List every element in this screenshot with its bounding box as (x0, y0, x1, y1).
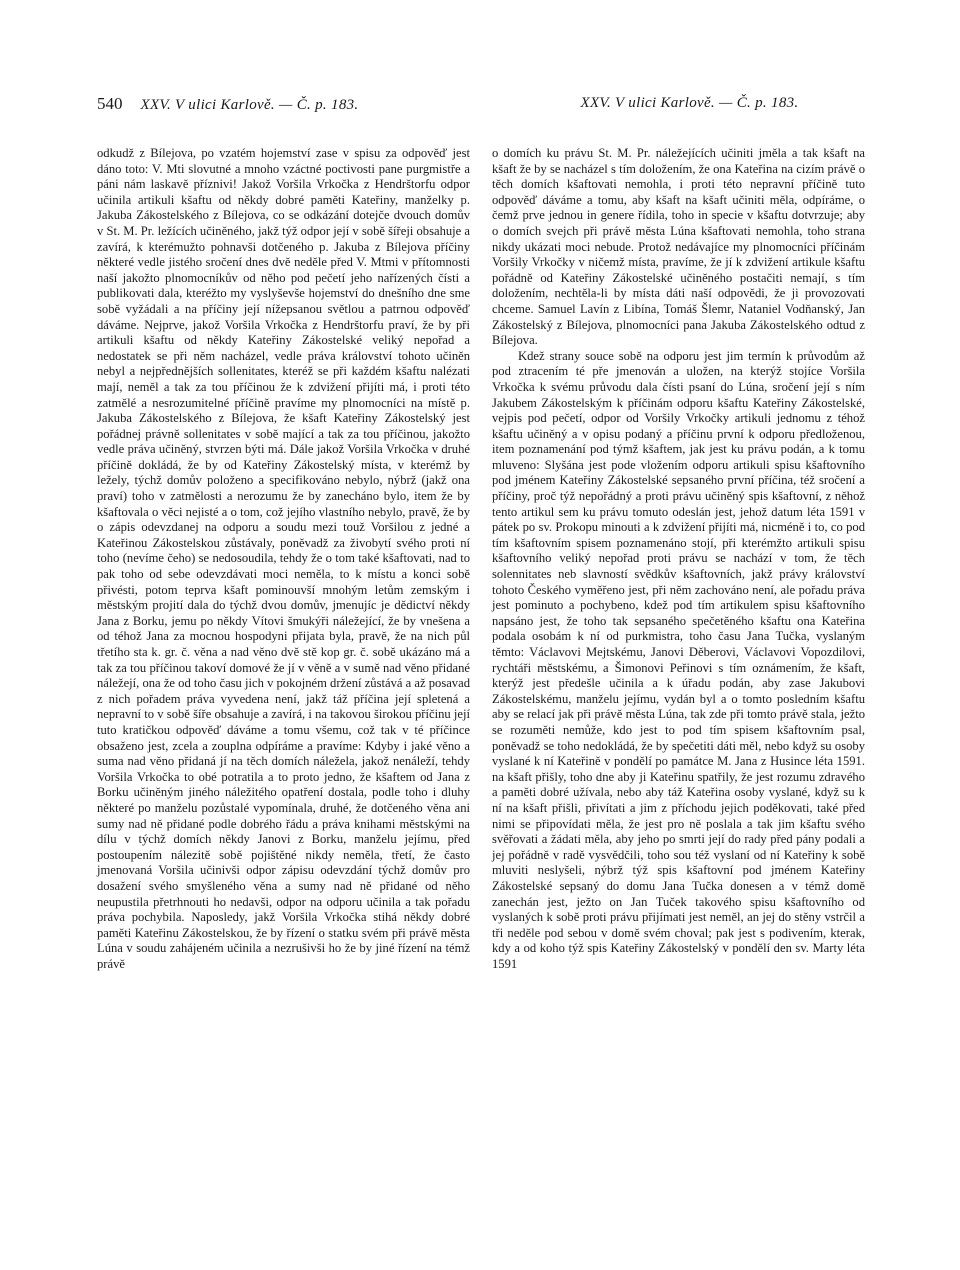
body-paragraph: Kdež strany souce sobě na odporu jest jim termín k průvodům až pod ztracením té pře jmenován a uložen, na kterýž stojíce Voršila Vrkočka k svému průvodu dala čísti psaní do Lúna, sročení její s ním Jakubem Zákostelským k příčinám odporu kšaftu Kateřiny Zákostelské, vejpis pod pečetí, odpor od Voršily Vrkočky artikuli jednomu z téhož kšaftu učiněný a v opisu podaný a příčinu první k odporu předloženou, item poznamenání pod týmž kšaftem, jak jest ku právu podán, a k tomu mluveno: Slyšána jest pode vložením odporu artikuli spisu kšaftovního pod jménem Kateřiny Zákostelské sepsaného první příčina, též sročení a příčiny, proč týž nepořádný a proti právu učiněný spis kšaftovní, z něhož tento artikul sem ku právu tomuto odeslán jest, jehož datum léta 1591 v pátek po sv. Prokopu minouti a k zdvižení přijíti má, nicméně i to, co pod tím kšaftovním spisem poznamenáno stojí, při kterémžto artikuli spisu kšaftovního veliký nepořad proti právu se nachází v tom, že těch solennitates neb slavností svědkův kšaftovních, jakž právy království tohoto Českého vyměřeno jest, při něm zachováno není, ale pořadu práva jest pominuto a pochybeno, kdež pod tím artikulem spisu kšaftovního napsáno jest, že toho tak sepsaného spečetěného kšaftu ona Kateřina podala osobám k ní od purkmistra, toho času Jana Tučka, vyslaným těmto: Václavovi Mejtskému, Janovi Děberovi, Václavovi Vopozdilovi, rychtáři městskému, a Šimonovi Peřinovi s tím oznámením, že kšaft, kterýž jest předešle učinila a k úřadu podán, aby zase Jakubovi Zákostelskému, manželu jejímu, vydán byl a o tomto posledním kšaftu aby se relací jak při právě města Lúna, tak zde při tomto právě stala, ježto se rozuměti nemůže, kdo jest to pod tím spisem kšaftovním psal, poněvadž se toho nedokládá, že by spečetiti dáti měl, nebo když su osoby vyslané k ní Kateřině v pondělí po památce M. Jana z Husince léta 1591. na kšaft přišly, toho dne aby ji Kateřinu spatřily, že jest rozumu zdravého a paměti dobré užívala, nebo aby táž Kateřina osoby vyslané, když su k ní na kšaft přišli, přivítati a jim z příchodu jejich poděkovati, také před nimi se připovídati měla, že jest pro ně poslala a tak jim kšaftu svého svěřovati a žádati měla, aby jeho po smrti její do rady před pány podali a jej pořádně v radě vysvědčili, toho sou též vyslaní od ní Kateřiny k sobě mluviti neslyšeli, nýbrž týž spis kšaftovní pod jménem Kateřiny Zákostelské sepsaný do domu Jana Tučka donesen a v témž domě zanechán jest, ježto on Jan Tuček takového spisu kšaftovního od vyslaných k sobě proti právu přijímati jest neměl, an jej do stěny vstrčil a tři neděle pod sebou v domě svém choval; pak jest s podivením, kterak, kdy a od koho týž spis Kateřiny Zákostelský v pondělí den sv. Marty léta 1591 (492, 348, 865, 971)
running-title-left: XXV. V ulici Karlově. — Č. p. 183. (140, 97, 359, 113)
running-header-left (97, 94, 467, 118)
body-paragraph: o domích ku právu St. M. Pr. náležejících učiniti jměla a tak kšaft na kšaft že by se nacházel s tím doložením, že ona Kateřina na cizím právě o těch domích kšaftovati nemohla, i proti této nepravní příčině tuto odpověď dáváme a tomu, aby kšaft na kšaft učiniti měla, odpíráme, o čemž prve jednou in genere řídila, toho in specie v kšaftu dotvrzuje; aby o domích svejch při právě města Lúna kšaftovati nemohla, toho strana nikdy ukázati moci nebude. Protož nedávajíce my plnomocníci příčinám Voršily Vrkočky v ničemž místa, pravíme, že jí k zdvižení artikule kšaftu pořádně od Kateřiny Zákostelské učiněného postačiti nemají, s tím doložením, nechtěla-li by místa dáti naší odpovědi, že ji provozovati chceme. Samuel Lavín z Libína, Tomáš Šlemr, Nataniel Vodňanský, Jan Zákostelský z Bílejova, plnomocníci pana Jakuba Zákostelského odtud z Bílejova. (492, 146, 865, 348)
left-text-column (97, 146, 470, 972)
running-title-right: XXV. V ulici Karlově. — Č. p. 183. (580, 95, 799, 111)
page-number: 540 (97, 94, 123, 113)
body-paragraph: odkudž z Bílejova, po vzatém hojemství zase v spisu za odpověď jest dáno toto: V. Mti slovutné a mnoho vzáctné poctivosti pane purgmistře a páni nám laskavě příznivi! Jakož Voršila Vrkočka z Hendrštorfu odpor učinila artikuli kšaftu od někdy dobré paměti Kateřiny, manželky p. Jakuba Zákostelského z Bílejova, co se odkázání dotejče dvouch domův v St. M. Pr. ležících učiněného, jakž týž odpor její v sobě šířeji obsahuje a zavírá, k kterémužto pohnavši dotčeného p. Jakuba z Bílejova příčiny některé vedle jistého sročení dnes dvě neděle před V. Mtmi v přítomnosti naší jakožto plnomocníkův od něho pod pečetí jeho nařízených čísti a publikovati dala, kteréžto my vyslyševše hojemství do dnešního dne sme sobě vyžádali a na příčiny její nížepsanou světlou a patrnou odpověď dáváme. Nejprve, jakož Voršila Vrkočka z Hendrštorfu praví, že by při artikuli kšaftu od někdy Kateřiny Zákostelské veliký nepořad a nedostatek se při něm nacházel, vedle práva království tohoto učiněn nebyl a nejpřednějších sollenitates, kteréž se při každém kšaftu nalézati mají, neměl a tak za tou příčinou že k zdvižení přijíti má, i proti této zatmělé a nesrozumitelné příčině pravíme my plnomocníci na místě p. Jakuba Zákostelského z Bílejova, že kšaft Kateřiny Zákostelský jest pořádnej právně sollenitates v sobě mající a tak za tou příčinou, jakožto vedle práva učiněný, stvrzen býti má. Dále jakož Voršila Vrkočka v druhé příčině dokládá, že by od Kateřiny Zákostelský místa, v kterémž by ležely, týchž domův položeno a specifikováno nebylo, nýbrž (jakž ona praví) toho v zatmělosti a nerozumu že by zanecháno bylo, item že by kšaftovala o věci nejisté a o tom, což jejího vlastního nebylo, pravě, že by o zápis odevzdanej na odporu a soudu mezi touž Voršilou z jedné a Kateřinou Zákostelskou zůstávaly, poněvadž za živobytí svého proti ní toho (nevíme čeho) se nedosoudila, tehdy že o tom také kšaftovati, nad to pak toho od sebe odevzdávati moci neměla, to k místu a konci sobě přivésti, potom teprva kšaft pominouvší mnohým letům zemským i městským projití dala do týchž dvou domův, jmenujíc je dědictví někdy Jana z Borku, jemu po někdy Vítovi šmukýři náležející, že by vnešena a od téhož Jana za mocnou hospodyni přijata byla, pravě, že na nich půl třetího sta k. gr. č. věna a nad věno dvě stě kop gr. č. sobě ukázáno má a tak za tou příčinou takoví domové že jí v věně a v sumě nad věno přidané náležejí, ona že od toho času jich v pokojném držení zůstává a až posavad z nich pořadem práva vyvedena není, jakž táž příčina její spletená a nepravní to v sobě šíře obsahuje a zavírá, i na takovou širokou příčinu její tuto kratičkou odpověď dáváme a tomu všemu, což tak v té příčince obsaženo jest, zcela a zouplna odpíráme a pravíme: Kdyby i jaké věno a suma nad věno přidaná jí na těch domích náležela, jakož nenáleží, tehdy Voršila Vrkočka to obé potratila a to proto jedno, že kšaftem od Jana z Borku učiněným jiného náležitého opatření dostala, podle toho i dluhy některé po manželu pozůstalé vypomínala, druhé, že dotčeného věna ani sumy nad ně přidané podle dobrého řádu a práva knihami městskými na dílu v týchž domích někdy Janovi z Borku, manželu jejímu, před postoupením nálezitě sobě pojištěné nikdy neměla, třetí, že často jmenovaná Voršila učinivši odpor zápisu odevzdání týchž domův pro dosažení svého smyšleného věna a sumy nad ně přidané od něho neupustila přetrhnouti ho nedavši, odpor na odporu učinila a tak pořadu práva pochybila. Naposledy, jakž Voršila Vrkočka stihá někdy dobré paměti Kateřinu Zákostelskou, že by řízení o statku svém při právě města Lúna v soudu zahájeném učinila a nezrušivši ho že by jiné řízení na témž právě (97, 146, 470, 971)
running-header-right (507, 94, 872, 118)
right-text-column (492, 146, 865, 972)
